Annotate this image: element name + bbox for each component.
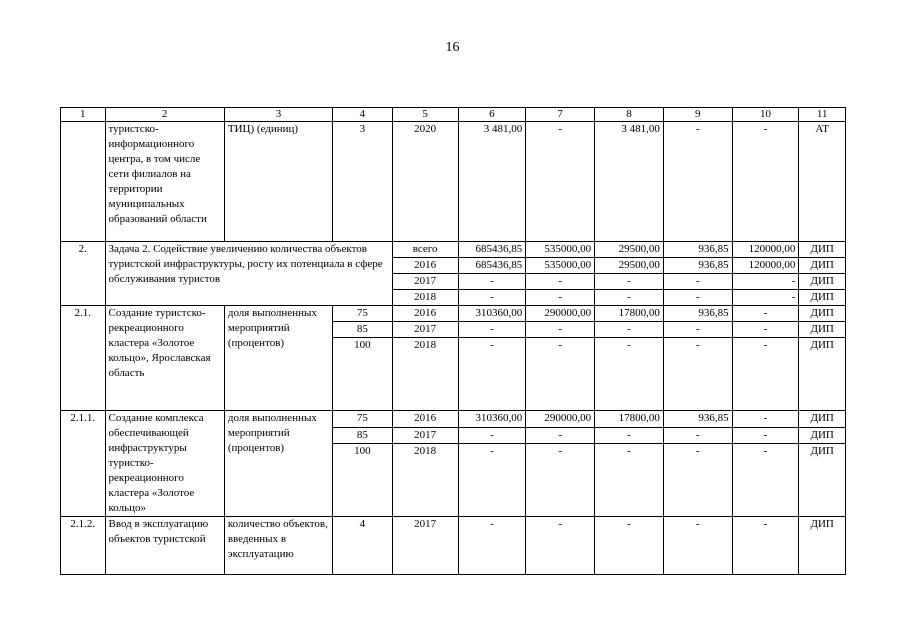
row-year: 2016 (392, 411, 458, 428)
row-name: туристско-информационного центра, в том числе сети филиалов на территории муниципальных образований области (105, 122, 224, 242)
row-year: 2017 (392, 427, 458, 444)
row-cell: - (663, 338, 732, 411)
row-cell: - (458, 517, 526, 575)
table-row (61, 517, 846, 575)
row-value: 85 (333, 427, 393, 444)
row-cell: - (458, 322, 526, 338)
row-cell: 3 481,00 (458, 122, 526, 242)
header-cell: 4 (333, 108, 393, 122)
row-cell: - (526, 517, 595, 575)
row-value: 4 (333, 517, 393, 575)
task-text: Задача 2. Содействие увеличению количества объектов туристской инфраструктуры, росту их потенциала в сфере обслуживания туристов (105, 242, 392, 306)
header-cell: 5 (392, 108, 458, 122)
row-source: ДИП (799, 338, 846, 411)
row-cell: - (458, 274, 526, 290)
header-cell: 8 (595, 108, 664, 122)
row-cell: 685436,85 (458, 242, 526, 258)
row-cell: 936,85 (663, 411, 732, 428)
row-cell: 936,85 (663, 306, 732, 322)
row-cell: - (595, 274, 664, 290)
row-source: ДИП (799, 258, 846, 274)
row-name: Создание туристско-рекреационного кластера «Золотое кольцо», Ярославская область (105, 306, 224, 411)
row-cell: - (595, 427, 664, 444)
row-cell: 310360,00 (458, 411, 526, 428)
row-value: 85 (333, 322, 393, 338)
row-cell: - (732, 338, 799, 411)
page-number: 16 (445, 40, 460, 55)
row-cell: 290000,00 (526, 306, 595, 322)
row-cell: - (663, 427, 732, 444)
header-row (61, 108, 846, 122)
row-value: 3 (333, 122, 393, 242)
table-row (61, 242, 846, 258)
row-source: ДИП (799, 444, 846, 517)
row-source: ДИП (799, 306, 846, 322)
row-name: Создание комплекса обеспечивающей инфраструктуры туристко-рекреационного кластера «Золотое кольцо» (105, 411, 224, 517)
row-cell: - (526, 122, 595, 242)
row-source: ДИП (799, 274, 846, 290)
row-cell: 17800,00 (595, 306, 664, 322)
row-cell: 29500,00 (595, 258, 664, 274)
row-cell: 120000,00 (732, 258, 799, 274)
row-cell: - (526, 322, 595, 338)
header-cell: 3 (224, 108, 332, 122)
row-number: 2.1. (61, 306, 106, 411)
row-number (61, 122, 106, 242)
row-number: 2.1.1. (61, 411, 106, 517)
row-year: 2016 (392, 258, 458, 274)
row-cell: - (663, 274, 732, 290)
row-year: 2017 (392, 322, 458, 338)
row-cell: 535000,00 (526, 258, 595, 274)
row-year: 2017 (392, 274, 458, 290)
row-cell: 310360,00 (458, 306, 526, 322)
row-cell: - (526, 444, 595, 517)
data-table (60, 107, 846, 575)
header-cell: 9 (663, 108, 732, 122)
row-year: 2016 (392, 306, 458, 322)
row-cell: - (663, 290, 732, 306)
row-number: 2. (61, 242, 106, 306)
row-year: 2018 (392, 444, 458, 517)
row-year: 2018 (392, 290, 458, 306)
row-source: ДИП (799, 411, 846, 428)
row-cell: 29500,00 (595, 242, 664, 258)
row-cell: - (732, 444, 799, 517)
row-source: ДИП (799, 242, 846, 258)
row-cell: 685436,85 (458, 258, 526, 274)
row-indicator: ТИЦ) (единиц) (224, 122, 332, 242)
row-indicator: доля выполненных мероприятий (процентов) (224, 306, 332, 411)
row-cell: - (526, 290, 595, 306)
row-cell: - (595, 517, 664, 575)
row-cell: 936,85 (663, 258, 732, 274)
row-cell: - (458, 444, 526, 517)
row-source: ДИП (799, 517, 846, 575)
row-number: 2.1.2. (61, 517, 106, 575)
row-cell: - (732, 517, 799, 575)
row-cell: 17800,00 (595, 411, 664, 428)
row-cell: - (526, 274, 595, 290)
row-year: 2020 (392, 122, 458, 242)
row-cell: 290000,00 (526, 411, 595, 428)
row-cell: - (595, 322, 664, 338)
row-value: 100 (333, 338, 393, 411)
row-cell: 535000,00 (526, 242, 595, 258)
row-cell: - (663, 122, 732, 242)
row-cell: - (732, 427, 799, 444)
row-cell: - (526, 427, 595, 444)
row-cell: - (595, 444, 664, 517)
row-cell: - (663, 517, 732, 575)
header-cell: 11 (799, 108, 846, 122)
row-cell: - (732, 274, 799, 290)
row-cell: 120000,00 (732, 242, 799, 258)
table-row (61, 122, 846, 242)
row-year: 2017 (392, 517, 458, 575)
row-value: 100 (333, 444, 393, 517)
header-cell: 7 (526, 108, 595, 122)
row-cell: - (663, 322, 732, 338)
row-cell: - (458, 427, 526, 444)
row-cell: - (663, 444, 732, 517)
row-value: 75 (333, 306, 393, 322)
header-cell: 1 (61, 108, 106, 122)
row-year: 2018 (392, 338, 458, 411)
row-cell: - (595, 338, 664, 411)
row-indicator: доля выполненных мероприятий (процентов) (224, 411, 332, 517)
row-value: 75 (333, 411, 393, 428)
row-cell: 936,85 (663, 242, 732, 258)
row-cell: - (732, 322, 799, 338)
row-cell: - (732, 290, 799, 306)
row-name: Ввод в эксплуатацию объектов туристской (105, 517, 224, 575)
header-cell: 2 (105, 108, 224, 122)
header-cell: 10 (732, 108, 799, 122)
row-cell: 3 481,00 (595, 122, 664, 242)
row-cell: - (732, 122, 799, 242)
row-cell: - (458, 338, 526, 411)
table-row (61, 306, 846, 322)
row-cell: - (458, 290, 526, 306)
row-cell: - (732, 306, 799, 322)
row-source: ДИП (799, 290, 846, 306)
row-indicator: количество объектов, введенных в эксплуатацию (224, 517, 332, 575)
row-year: всего (392, 242, 458, 258)
header-cell: 6 (458, 108, 526, 122)
row-source: АТ (799, 122, 846, 242)
row-source: ДИП (799, 427, 846, 444)
table-row (61, 411, 846, 428)
row-cell: - (732, 411, 799, 428)
row-cell: - (595, 290, 664, 306)
row-source: ДИП (799, 322, 846, 338)
row-cell: - (526, 338, 595, 411)
